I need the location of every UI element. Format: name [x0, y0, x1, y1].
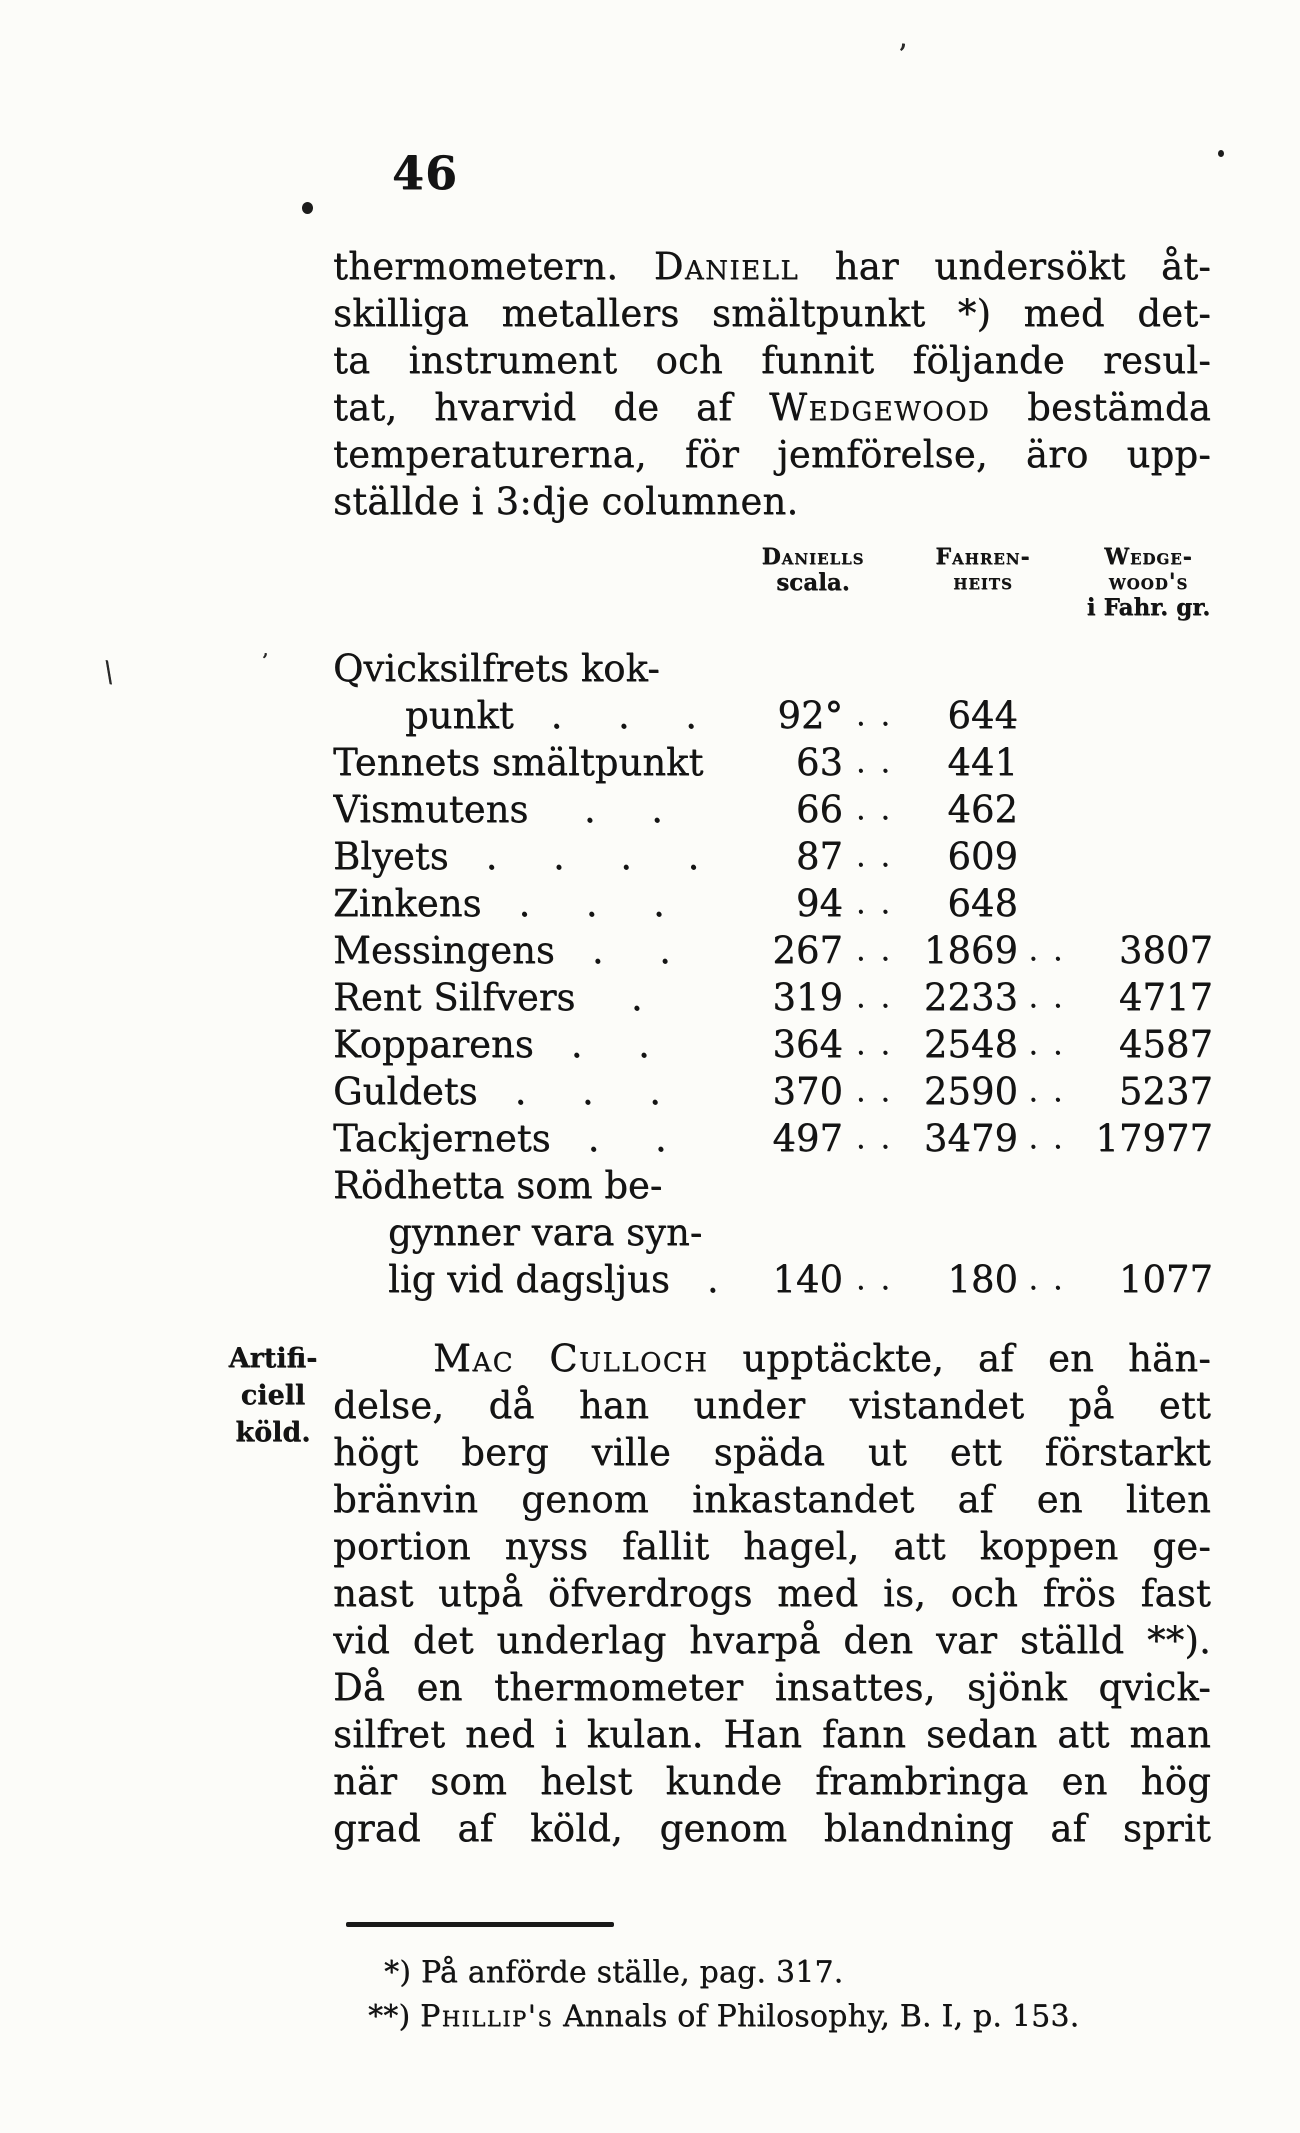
- daniells-value: [733, 1209, 843, 1256]
- footnote-1: *) På anförde ställe, pag. 317.: [384, 1955, 844, 1990]
- wedgewood-value: 4587: [1118, 1023, 1213, 1066]
- fahrenheit-value: 2548: [923, 1023, 1018, 1066]
- body-line-10: när som helst kunde frambringa en hög: [333, 1760, 1211, 1803]
- fahrenheit-value: 648: [947, 882, 1018, 925]
- row-label: Blyets . . . .: [333, 835, 700, 878]
- table-row: [333, 739, 1213, 786]
- daniells-value: 497: [772, 1117, 843, 1160]
- body-line-7: vid det underlag hvarpå den var ställd **).: [333, 1619, 1211, 1662]
- table-row: [333, 833, 1213, 880]
- fahrenheit-value: 644: [947, 694, 1018, 737]
- row-label: Guldets . . .: [333, 1070, 661, 1113]
- table-row: [333, 692, 1213, 739]
- row-label: Tennets smältpunkt: [333, 741, 704, 784]
- body-line-3: högt berg ville späda ut ett förstarkt: [333, 1431, 1211, 1474]
- table-row: [333, 927, 1213, 974]
- body-line-11: grad af köld, genom blandning af sprit: [333, 1807, 1211, 1850]
- row-label: Kopparens . .: [333, 1023, 650, 1066]
- table-row: [333, 1021, 1213, 1068]
- margin-note: [218, 1340, 328, 1451]
- daniells-value: [733, 1162, 843, 1209]
- daniells-value: [733, 645, 843, 692]
- ink-speck: [1218, 150, 1224, 157]
- name-mac-culloch: Mac Culloch: [433, 1337, 709, 1380]
- leader-dots: [1018, 692, 1073, 739]
- leader-dots: . .: [855, 745, 891, 780]
- intro-line-1-tail: har undersökt åt-: [799, 245, 1211, 288]
- header-wedgewood-line1: Wedge-: [1104, 544, 1193, 570]
- table-row: [333, 1068, 1213, 1115]
- leader-dots: . .: [855, 933, 891, 968]
- fahrenheit-value: [903, 1162, 1018, 1209]
- body-line-1: [333, 1335, 1211, 1382]
- table-header: [333, 545, 1213, 645]
- row-label: Messingens . .: [333, 929, 671, 972]
- intro-line-1-text: thermometern.: [333, 245, 654, 288]
- wedgewood-value: 17977: [1095, 1117, 1213, 1160]
- leader-dots: . .: [855, 1074, 891, 1109]
- intro-line-3: ta instrument och funnit följande resul-: [333, 339, 1211, 382]
- intro-line-4-text: tat, hvarvid de af: [333, 386, 769, 429]
- intro-line-5: temperaturerna, för jemförelse, äro upp-: [333, 433, 1211, 476]
- leader-dots: . .: [855, 1027, 891, 1062]
- header-fahrenheits: [908, 545, 1058, 595]
- leader-dots: [843, 1162, 903, 1209]
- wedgewood-value: [1073, 833, 1213, 880]
- wedgewood-value: [1073, 1162, 1213, 1209]
- daniells-value: 140: [772, 1258, 843, 1301]
- table-row: [333, 645, 1213, 692]
- row-label: gynner vara syn-: [388, 1211, 703, 1254]
- daniells-value: 87: [795, 835, 843, 878]
- wedgewood-value: [1073, 1209, 1213, 1256]
- leader-dots: [843, 645, 903, 692]
- leader-dots: . .: [1028, 933, 1063, 968]
- fahrenheit-value: 2590: [923, 1070, 1018, 1113]
- ink-speck: ’: [898, 38, 907, 71]
- ink-speck: ‚: [262, 636, 269, 660]
- name-daniell: Daniell: [653, 245, 800, 288]
- wedgewood-value: [1073, 692, 1213, 739]
- leader-dots: . .: [1028, 1074, 1063, 1109]
- row-label: Tackjernets . .: [333, 1117, 667, 1160]
- fahrenheit-value: 609: [947, 835, 1018, 878]
- leader-dots: [1018, 645, 1073, 692]
- leader-dots: [843, 1209, 903, 1256]
- daniells-value: 66: [795, 788, 843, 831]
- name-phillip: Phillip's: [420, 1999, 554, 2034]
- leader-dots: . .: [1028, 980, 1063, 1015]
- daniells-value: 319: [772, 976, 843, 1019]
- row-label: Zinkens . . .: [333, 882, 665, 925]
- intro-line-4: [333, 384, 1211, 431]
- footnote-2-tail: Annals of Philosophy, B. I, p. 153.: [553, 1999, 1080, 2034]
- header-fahrenheits-line2: heits: [953, 569, 1013, 595]
- table-row: [333, 880, 1213, 927]
- intro-line-1: [333, 243, 1211, 290]
- leader-dots: . .: [855, 980, 891, 1015]
- body-line-8: Då en thermometer insattes, sjönk qvick-: [333, 1666, 1211, 1709]
- name-wedgewood: Wedgewood: [768, 386, 991, 429]
- leader-dots: . .: [855, 1262, 891, 1297]
- leader-dots: . .: [855, 886, 891, 921]
- daniells-value: 63: [795, 741, 843, 784]
- header-daniells-line2: scala.: [776, 569, 850, 596]
- fahrenheit-value: 441: [947, 741, 1018, 784]
- row-label: lig vid dagsljus .: [388, 1258, 719, 1301]
- leader-dots: . .: [855, 839, 891, 874]
- leader-dots: [1018, 739, 1073, 786]
- wedgewood-value: 4717: [1118, 976, 1213, 1019]
- header-fahrenheits-line1: Fahren-: [935, 544, 1031, 570]
- body-line-4: bränvin genom inkastandet af en liten: [333, 1478, 1211, 1521]
- ink-speck: [302, 202, 313, 214]
- table-rows: [333, 645, 1213, 1303]
- footnote-2: [368, 1996, 1079, 2038]
- leader-dots: [1018, 833, 1073, 880]
- footnote-2-marker: **): [368, 1999, 421, 2034]
- page-number: 46: [392, 146, 459, 200]
- leader-dots: [1018, 786, 1073, 833]
- wedgewood-value: [1073, 739, 1213, 786]
- table-row: [333, 1256, 1213, 1303]
- wedgewood-value: 3807: [1118, 929, 1213, 972]
- fahrenheit-value: 2233: [923, 976, 1018, 1019]
- body-line-5: portion nyss fallit hagel, att koppen ge-: [333, 1525, 1211, 1568]
- leader-dots: . .: [855, 698, 891, 733]
- leader-dots: . .: [1028, 1121, 1063, 1156]
- header-daniells-line1: Daniells: [761, 544, 865, 570]
- margin-note-line-2: ciell: [240, 1380, 306, 1411]
- table-row: [333, 1209, 1213, 1256]
- fahrenheit-value: [903, 645, 1018, 692]
- table-row: [333, 974, 1213, 1021]
- body-line-1-tail: upptäckte, af en hän-: [708, 1337, 1211, 1380]
- footnote-rule: [346, 1922, 614, 1927]
- table-row: [333, 1162, 1213, 1209]
- wedgewood-value: [1073, 645, 1213, 692]
- row-label: Rent Silfvers .: [333, 976, 643, 1019]
- intro-line-2: skilliga metallers smältpunkt *) med det-: [333, 292, 1211, 335]
- leader-dots: [1018, 880, 1073, 927]
- wedgewood-value: [1073, 880, 1213, 927]
- body-line-6: nast utpå öfverdrogs med is, och frös fast: [333, 1572, 1211, 1615]
- table-row: [333, 1115, 1213, 1162]
- row-label: punkt . . .: [405, 694, 697, 737]
- daniells-value: 267: [772, 929, 843, 972]
- body-line-9: silfret ned i kulan. Han fann sedan att man: [333, 1713, 1211, 1756]
- wedgewood-value: 5237: [1118, 1070, 1213, 1113]
- row-label: Rödhetta som be-: [333, 1164, 663, 1207]
- leader-dots: [1018, 1209, 1073, 1256]
- intro-paragraph: [333, 243, 1211, 525]
- daniells-value: 94: [795, 882, 843, 925]
- intro-line-4-tail: bestämda: [990, 386, 1211, 429]
- fahrenheit-value: 3479: [923, 1117, 1018, 1160]
- header-wedgewood-line2: wood's: [1108, 569, 1189, 595]
- margin-note-line-1: Artifi-: [228, 1343, 318, 1374]
- fahrenheit-value: 462: [947, 788, 1018, 831]
- ink-speck: \: [101, 654, 116, 689]
- intro-line-6: ställde i 3:dje columnen.: [333, 480, 799, 523]
- daniells-value: 370: [772, 1070, 843, 1113]
- wedgewood-value: [1073, 786, 1213, 833]
- table-row: [333, 786, 1213, 833]
- leader-dots: . .: [1028, 1262, 1063, 1297]
- body-line-2: delse, då han under vistandet på ett: [333, 1384, 1211, 1427]
- daniells-value: 364: [772, 1023, 843, 1066]
- body-paragraph: [333, 1335, 1211, 1852]
- row-label: Qvicksilfrets kok-: [333, 647, 660, 690]
- leader-dots: . .: [1028, 1027, 1063, 1062]
- wedgewood-value: 1077: [1118, 1258, 1213, 1301]
- header-daniells-scale: [733, 545, 893, 595]
- fahrenheit-value: [903, 1209, 1018, 1256]
- header-wedgewood-line3: i Fahr. gr.: [1086, 594, 1211, 621]
- header-wedgewoods: [1061, 545, 1236, 620]
- margin-note-line-3: köld.: [235, 1417, 311, 1448]
- leader-dots: . .: [855, 792, 891, 827]
- fahrenheit-value: 180: [947, 1258, 1018, 1301]
- leader-dots: . .: [855, 1121, 891, 1156]
- row-label: Vismutens . .: [333, 788, 663, 831]
- fahrenheit-value: 1869: [923, 929, 1018, 972]
- leader-dots: [1018, 1162, 1073, 1209]
- daniells-value: 92°: [777, 694, 843, 737]
